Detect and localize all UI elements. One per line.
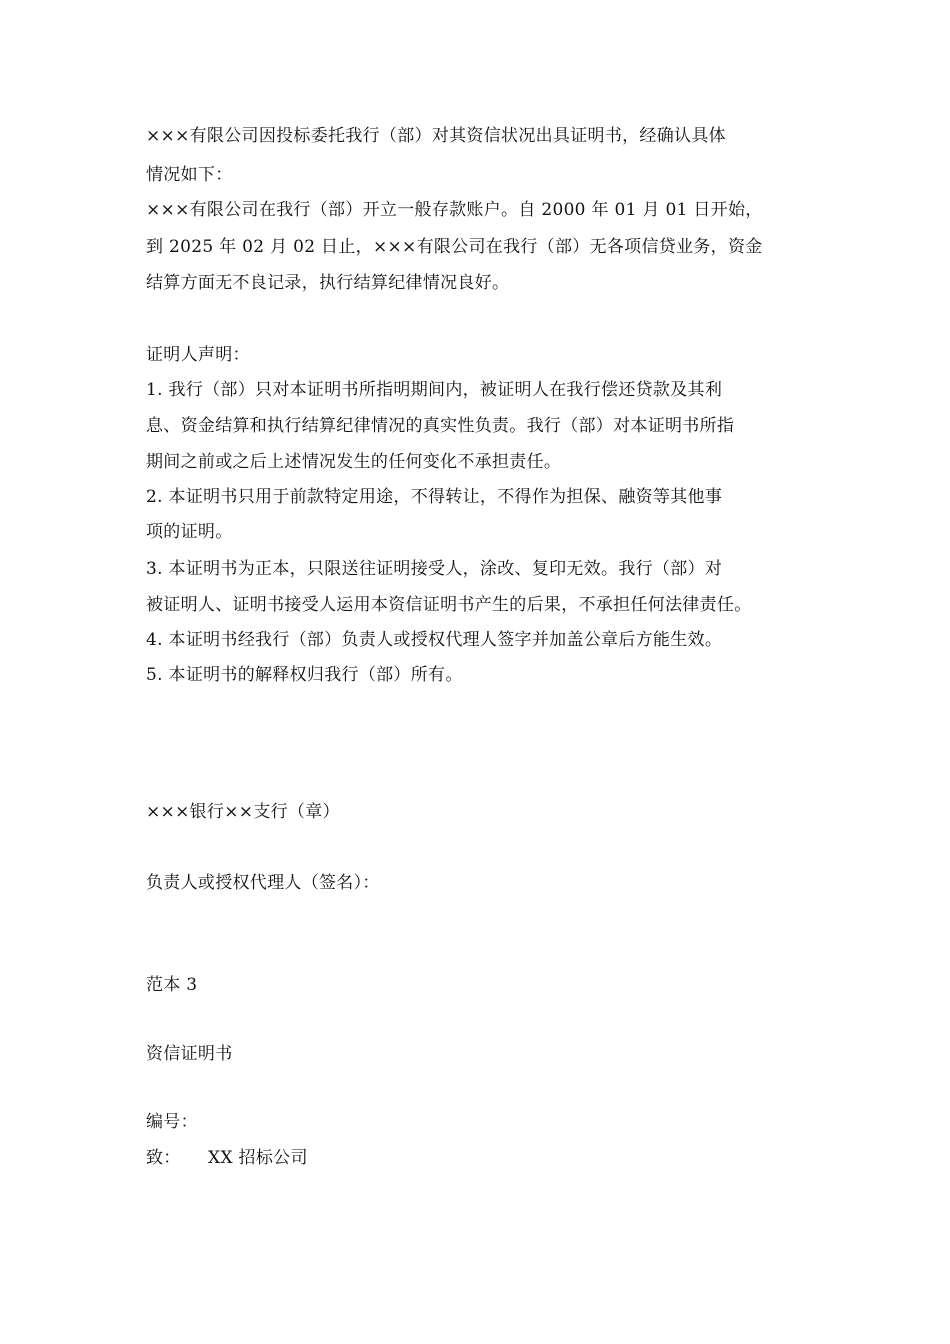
recipient-value: XX 招标公司	[208, 1148, 308, 1168]
body-line-2: 到 2025 年 02 月 02 日止，×××有限公司在我行（部）无各项信贷业务，资金	[146, 237, 763, 257]
declaration-item-4: 4. 本证明书经我行（部）负责人或授权代理人签字并加盖公章后方能生效。	[146, 630, 723, 650]
declaration-item-5: 5. 本证明书的解释权归我行（部）所有。	[146, 665, 463, 685]
template-label: 范本 3	[146, 975, 198, 995]
declaration-item-3-line-2: 被证明人、证明书接受人运用本资信证明书产生的后果，不承担任何法律责任。	[146, 595, 752, 615]
template-title: 资信证明书	[146, 1044, 233, 1064]
intro-line-1: ×××有限公司因投标委托我行（部）对其资信状况出具证明书，经确认具体	[146, 126, 726, 146]
declaration-heading: 证明人声明：	[146, 345, 250, 365]
recipient-line	[146, 1146, 826, 1170]
body-line-3: 结算方面无不良记录，执行结算纪律情况良好。	[146, 273, 510, 293]
declaration-item-1-line-2: 息、资金结算和执行结算纪律情况的真实性负责。我行（部）对本证明书所指	[146, 416, 735, 436]
declaration-item-1-line-1: 1. 我行（部）只对本证明书所指明期间内，被证明人在我行偿还贷款及其利	[146, 380, 723, 400]
declaration-item-3-line-1: 3. 本证明书为正本，只限送往证明接受人，涂改、复印无效。我行（部）对	[146, 559, 723, 579]
recipient-label: 致：	[146, 1148, 181, 1168]
declaration-item-1-line-3: 期间之前或之后上述情况发生的任何变化不承担责任。	[146, 452, 562, 472]
declaration-item-2-line-1: 2. 本证明书只用于前款特定用途，不得转让，不得作为担保、融资等其他事	[146, 487, 723, 507]
template-number-label: 编号：	[146, 1112, 198, 1132]
bank-stamp-line: ×××银行××支行（章）	[146, 802, 340, 822]
signer-line: 负责人或授权代理人（签名）：	[146, 873, 380, 893]
declaration-item-2-line-2: 项的证明。	[146, 522, 233, 542]
body-line-1: ×××有限公司在我行（部）开立一般存款账户。自 2000 年 01 月 01 日开始，	[146, 200, 763, 220]
intro-line-2: 情况如下：	[146, 165, 233, 185]
